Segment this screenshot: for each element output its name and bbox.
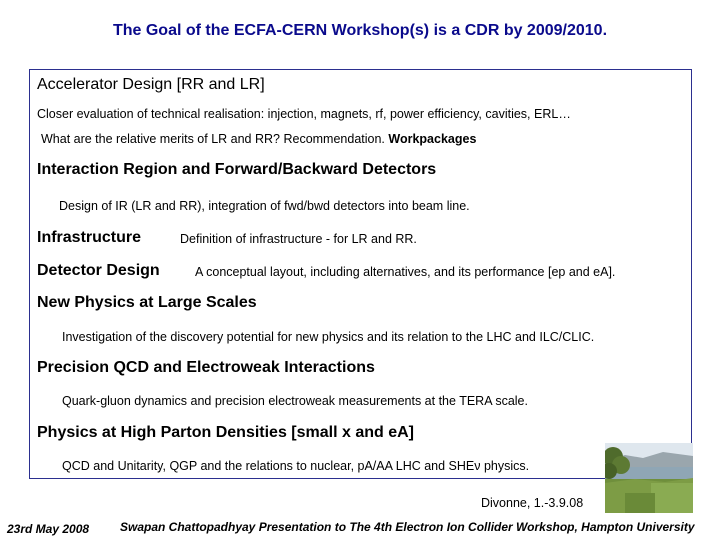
infrastructure-line: Definition of infrastructure - for LR and RR. xyxy=(180,232,417,246)
precision-qcd-line: Quark-gluon dynamics and precision electroweak measurements at the TERA scale. xyxy=(62,394,528,408)
parton-densities-line: QCD and Unitarity, QGP and the relations to nuclear, pA/AA LHC and SHEν physics. xyxy=(62,459,530,473)
footer-date: 23rd May 2008 xyxy=(7,522,90,536)
section-heading-precision-qcd: Precision QCD and Electroweak Interactions xyxy=(37,359,375,376)
accelerator-question: What are the relative merits of LR and RR? Recommendation. xyxy=(41,132,385,146)
accelerator-line-2 xyxy=(41,132,476,146)
section-heading-infrastructure: Infrastructure xyxy=(37,229,142,246)
interaction-region-line: Design of IR (LR and RR), integration of fwd/bwd detectors into beam line. xyxy=(59,199,470,213)
workpackages-label: Workpackages xyxy=(388,132,477,146)
lake-photo xyxy=(605,443,693,513)
slide-title: The Goal of the ECFA-CERN Workshop(s) is a CDR by 2009/2010. xyxy=(112,22,608,39)
workshop-location: Divonne, 1.-3.9.08 xyxy=(481,496,584,510)
section-heading-new-physics: New Physics at Large Scales xyxy=(37,294,257,311)
footer-credit: Swapan Chattopadhyay Presentation to The 4th Electron Ion Collider Workshop, Hampton University xyxy=(120,520,695,534)
detector-design-line: A conceptual layout, including alternatives, and its performance [ep and eA]. xyxy=(195,265,616,279)
section-heading-parton-densities: Physics at High Parton Densities [small x and eA] xyxy=(37,424,414,441)
section-heading-interaction-region: Interaction Region and Forward/Backward Detectors xyxy=(37,161,437,178)
accelerator-line-1: Closer evaluation of technical realisation: injection, magnets, rf, power efficiency, cavities, ERL… xyxy=(37,107,571,121)
section-heading-accelerator: Accelerator Design [RR and LR] xyxy=(37,76,265,93)
section-heading-detector-design: Detector Design xyxy=(37,262,160,279)
new-physics-line: Investigation of the discovery potential for new physics and its relation to the LHC and ILC/CLIC. xyxy=(62,330,595,344)
